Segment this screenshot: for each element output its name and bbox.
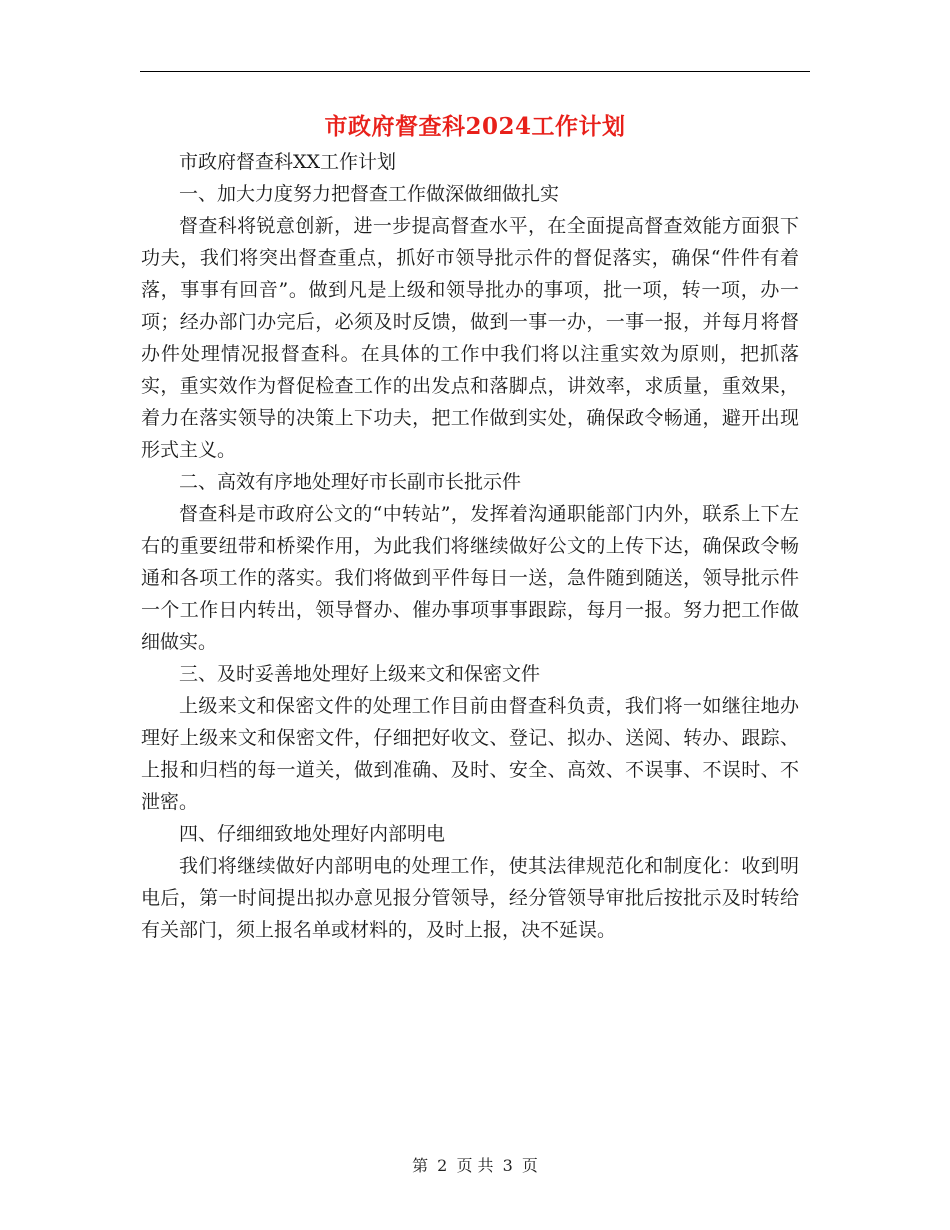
footer-page-number: 2 xyxy=(437,1156,448,1175)
page-footer xyxy=(0,1153,950,1176)
paragraph-subtitle: 市政府督查科XX工作计划 xyxy=(179,151,397,173)
section-heading-2: 二、高效有序地处理好市长副市长批示件 xyxy=(179,471,522,493)
header-rule xyxy=(140,71,810,72)
paragraph-2: 督查科是市政府公文的“中转站”，发挥着沟通职能部门内外，联系上下左右的重要纽带和桥梁作用，为此我们将继续做好公文的上传下达，确保政令畅通和各项工作的落实。我们将做到平件每日一送，急件随到随送，领导批示件一个工作日内转出，领导督办、催办事项事事跟踪，每月一报。努力把工作做细做实。 xyxy=(141,503,799,653)
footer-prefix: 第 xyxy=(412,1156,429,1175)
paragraph-3: 上级来文和保密文件的处理工作目前由督查科负责，我们将一如继往地办理好上级来文和保密文件，仔细把好收文、登记、拟办、送阅、转办、跟踪、上报和归档的每一道关，做到准确、及时、安全、高效、不误事、不误时、不泄密。 xyxy=(141,695,799,813)
paragraph-4: 我们将继续做好内部明电的处理工作，使其法律规范化和制度化：收到明电后，第一时间提出拟办意见报分管领导，经分管领导审批后按批示及时转给有关部门，须上报名单或材料的，及时上报，决不延误。 xyxy=(141,855,799,941)
footer-suffix: 页 xyxy=(521,1156,538,1175)
document-title: 市政府督查科2024工作计划 xyxy=(324,113,626,140)
document-body xyxy=(141,146,799,946)
section-heading-4: 四、仔细细致地处理好内部明电 xyxy=(179,823,446,845)
paragraph-1: 督查科将锐意创新，进一步提高督查水平，在全面提高督查效能方面狠下功夫，我们将突出督查重点，抓好市领导批示件的督促落实，确保“件件有着落，事事有回音”。做到凡是上级和领导批办的事项，批一项，转一项，办一项；经办部门办完后，必须及时反馈，做到一事一办，一事一报，并每月将督办件处理情况报督查科。在具体的工作中我们将以注重实效为原则，把抓落实，重实效作为督促检查工作的出发点和落脚点，讲效率，求质量，重效果，着力在落实领导的决策上下功夫，把工作做到实处，确保政令畅通，避开出现形式主义。 xyxy=(141,215,799,461)
footer-middle: 页 共 xyxy=(456,1156,494,1175)
footer-total-pages: 3 xyxy=(502,1156,513,1175)
section-heading-1: 一、加大力度努力把督查工作做深做细做扎实 xyxy=(179,183,560,205)
section-heading-3: 三、及时妥善地处理好上级来文和保密文件 xyxy=(179,663,541,685)
